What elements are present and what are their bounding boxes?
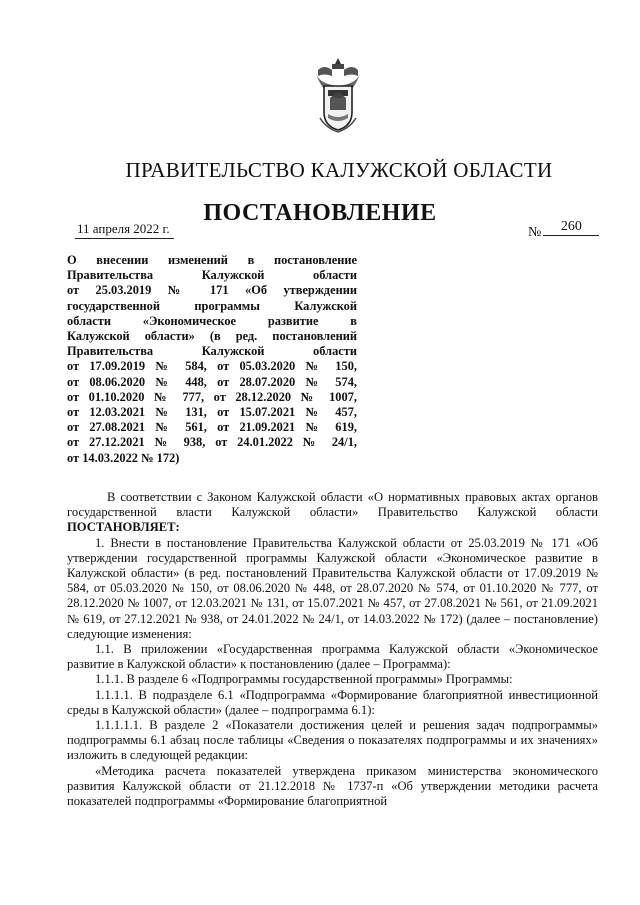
subject-line: от 01.10.2020 № 777, от 28.12.2020 № 1007, [67,389,357,404]
body-paragraph: 1.1. В приложении «Государственная программа Калужской области «Экономическое развитие в Калужской области» к постановлению (далее – Программа): [67,642,598,672]
body-paragraph: 1. Внести в постановление Правительства Калужской области от 25.03.2019 № 171 «Об утверждении государственной программы Калужской области «Экономическое развитие в Калужской области» (в ред. постановлений Правительства Калужской области от 17.09.2019 № 584, от 05.03.2020 № 150, от 08.06.2020 № 448, от 28.07.2020 № 574, от 01.10.2020 № 777, от 28.12.2020 № 1007, от 12.03.2021 № 131, от 15.07.2021 № 457, от 27.08.2021 № 561, от 21.09.2021 № 619, от 27.12.2021 № 938, от 24.01.2022 № 24/1, от 14.03.2022 № 172) (далее – постановление) следующие изменения: [67,535,598,641]
resolves-word: ПОСТАНОВЛЯЕТ: [67,520,180,535]
preamble-paragraph [67,490,598,536]
subject-line: О внесении изменений в постановление [67,253,357,267]
government-name: ПРАВИТЕЛЬСТВО КАЛУЖСКОЙ ОБЛАСТИ [125,158,553,182]
body-paragraph: 1.1.1.1. В подразделе 6.1 «Подпрограмма «Формирование благоприятной инвестиционной среды в Калужской области» (далее – подпрограмма 6.1): [67,687,598,717]
document-date: 11 апреля 2022 г. [75,221,174,239]
document-body [67,490,598,809]
subject-line: Правительства Калужской области [67,268,357,283]
body-paragraph: 1.1.1. В разделе 6 «Подпрограммы государственной программы» Программы: [95,672,513,687]
subject-heading [67,253,357,466]
subject-line: от 17.09.2019 № 584, от 05.03.2020 № 150, [67,359,357,374]
subject-line: от 12.03.2021 № 131, от 15.07.2021 № 457, [67,405,357,420]
coat-of-arms-icon [312,56,364,134]
body-paragraph: «Методика расчета показателей утверждена приказом министерства экономического развития Калужской области от 21.12.2018 № 1737-п «Об утверждении методики расчета показателей подпрограммы «Формирование благоприятной [67,763,598,809]
document-type-title: ПОСТАНОВЛЕНИЕ [203,200,437,226]
subject-line: от 27.08.2021 № 561, от 21.09.2021 № 619, [67,420,357,435]
subject-line: Калужской области» (в ред. постановлений [67,329,357,344]
subject-line: области «Экономическое развитие в [67,313,357,328]
document-number: 260 [543,219,599,236]
subject-line: государственной программы Калужской [67,298,357,313]
body-paragraph: 1.1.1.1.1. В разделе 2 «Показатели достижения целей и решения задач подпрограммы» подпрограммы 6.1 абзац после таблицы «Сведения о показателях подпрограммы и их значениях» изложить в следующей редакции: [67,718,598,763]
number-label: № [528,225,542,240]
document-number-block [528,219,599,242]
subject-line: от 08.06.2020 № 448, от 28.07.2020 № 574, [67,374,357,389]
preamble-text: В соответствии с Законом Калужской области «О нормативных правовых актах органов государственной власти Калужской области» Правительство Калужской области [67,490,598,520]
subject-line: от 27.12.2021 № 938, от 24.01.2022 № 24/1, [67,435,357,450]
subject-line: от 14.03.2022 № 172) [67,450,180,465]
subject-line: Правительства Калужской области [67,344,357,359]
subject-line: от 25.03.2019 № 171 «Об утверждении [67,283,357,298]
